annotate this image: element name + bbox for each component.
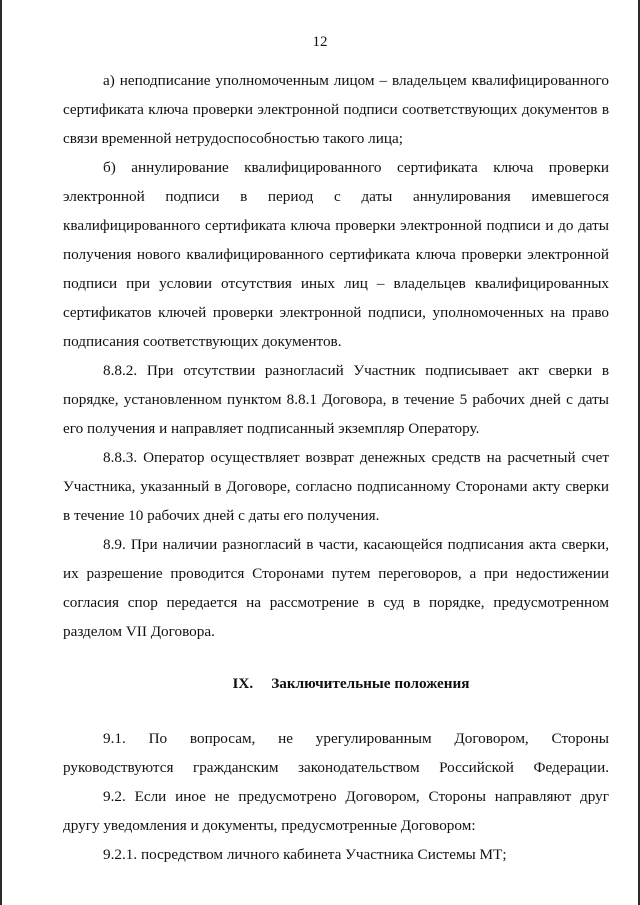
scan-edge-left bbox=[0, 0, 2, 905]
paragraph-8-9: 8.9. При наличии разногласий в части, касающейся подписания акта сверки, их разрешение проводится Сторонами путем переговоров, а при недостижении согласия спор передается на рассмотрение в суд в порядке, предусмотренном разделом VII Договора. bbox=[63, 536, 609, 640]
page-number: 12 bbox=[312, 34, 328, 50]
paragraph-8-8-3: 8.8.3. Оператор осуществляет возврат денежных средств на расчетный счет Участника, указанный в Договоре, согласно подписанному Сторонами акту сверки в течение 10 рабочих дней с даты его получения. bbox=[63, 449, 609, 524]
section-number: IX. bbox=[232, 675, 254, 692]
paragraph-b: б) аннулирование квалифицированного сертификата ключа проверки электронной подписи в период с даты аннулирования имевшегося квалифицированного сертификата ключа проверки электронной подписи и до даты получения нового квалифицированного сертификата ключа проверки электронной подписи при условии отсутствия иных лиц – владельцев квалифицированных сертификатов ключей проверки электронной подписи, уполномоченных на право подписания соответствующих документов. bbox=[63, 159, 609, 350]
paragraph-9-2: 9.2. Если иное не предусмотрено Договором, Стороны направляют друг другу уведомления и документы, предусмотренные Договором: bbox=[63, 788, 609, 834]
paragraph-8-8-2: 8.8.2. При отсутствии разногласий Участник подписывает акт сверки в порядке, установленном пунктом 8.8.1 Договора, в течение 5 рабочих дней с даты его получения и направляет подписанный экземпляр Оператору. bbox=[63, 362, 609, 437]
document-body bbox=[63, 66, 609, 869]
section-heading bbox=[63, 669, 609, 698]
paragraph-a: а) неподписание уполномоченным лицом – владельцем квалифицированного сертификата ключа проверки электронной подписи соответствующих документов в связи временной нетрудоспособностью такого лица; bbox=[63, 72, 609, 147]
paragraph-9-1: 9.1. По вопросам, не урегулированным Договором, Стороны руководствуются гражданским законодательством Российской Федерации. bbox=[63, 730, 609, 776]
paragraph-9-2-1: 9.2.1. посредством личного кабинета Участника Системы МТ; bbox=[103, 846, 507, 863]
section-title: Заключительные положения bbox=[271, 675, 470, 692]
